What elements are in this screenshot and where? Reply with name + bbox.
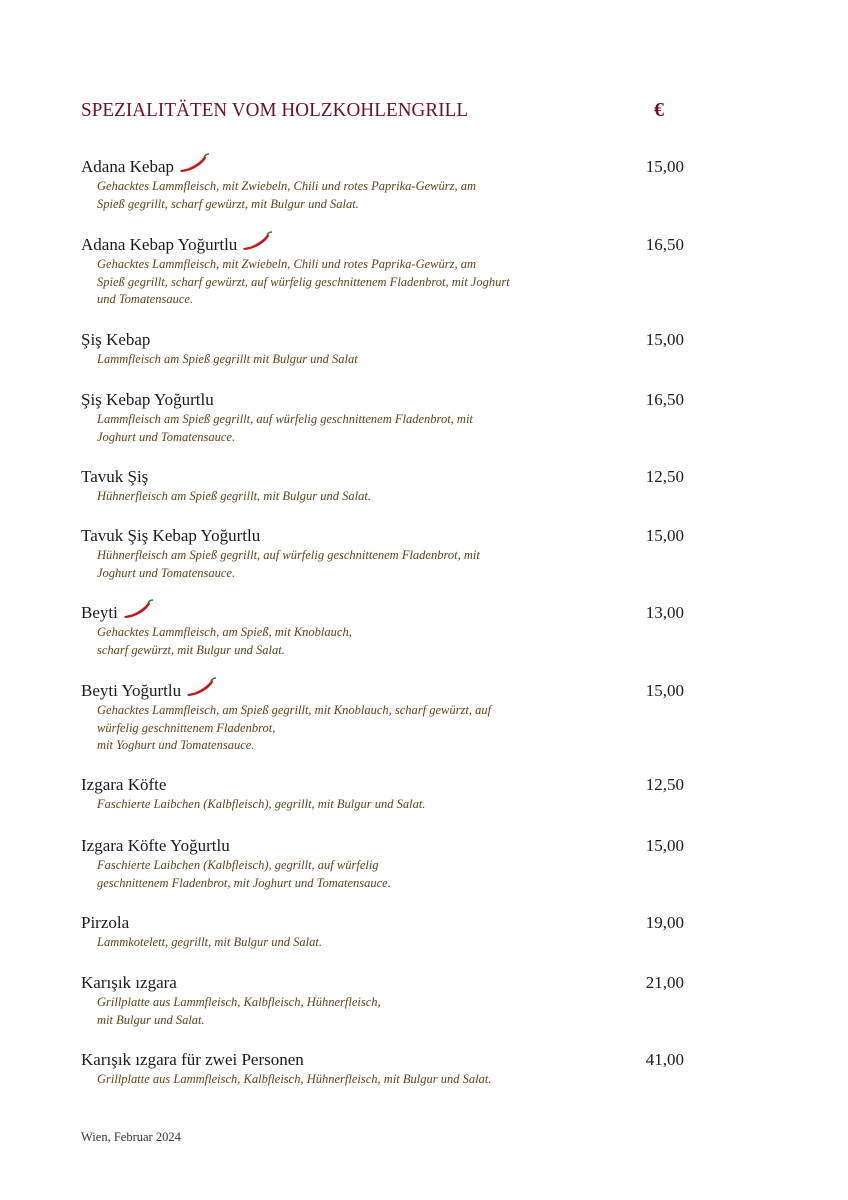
menu-item-description: Grillplatte aus Lammfleisch, Kalbfleisch, Hühnerfleisch, mit Bulgur und Salat. [97, 1072, 492, 1086]
menu-item [81, 973, 684, 1029]
menu-item [81, 157, 684, 213]
menu-item-name: Karışık ızgara [81, 973, 177, 992]
menu-item-name: Beyti [81, 603, 118, 622]
menu-item-header [81, 235, 684, 257]
chili-pepper-icon [241, 231, 273, 251]
section-title: SPEZIALITÄTEN VOM HOLZKOHLENGRILL [81, 99, 469, 121]
menu-item-name: Adana Kebap Yoğurtlu [81, 235, 238, 254]
menu-item-description: Gehacktes Lammfleisch, mit Zwiebeln, Chili und rotes Paprika-Gewürz, am Spieß gegrillt, scharf gewürzt, auf würfelig geschnittenem Fladenbrot, mit Joghurt und Tomatensauce. [97, 257, 510, 306]
menu-item-name: Adana Kebap [81, 157, 174, 176]
menu-item-price: 12,50 [645, 775, 684, 794]
menu-item [81, 526, 684, 582]
menu-item-description: Lammfleisch am Spieß gegrillt mit Bulgur und Salat [97, 352, 358, 366]
chili-pepper-icon [185, 677, 217, 697]
menu-item [81, 836, 684, 892]
menu-item [81, 390, 684, 446]
menu-item-name: Tavuk Şiş Kebap Yoğurtlu [81, 526, 261, 545]
menu-item-header [81, 913, 684, 935]
menu-item-name: Şiş Kebap [81, 330, 151, 349]
menu-item-header [81, 390, 684, 412]
menu-item-description: Lammkotelett, gegrillt, mit Bulgur und Salat. [97, 935, 322, 949]
menu-item-description: Gehacktes Lammfleisch, am Spieß gegrillt, mit Knoblauch, scharf gewürzt, auf würfelig geschnittenem Fladenbrot, mit Yoghurt und Tomatensauce. [97, 703, 492, 752]
menu-item-name: Beyti Yoğurtlu [81, 681, 182, 700]
menu-item [81, 1050, 684, 1089]
menu-item-price: 21,00 [645, 973, 684, 992]
menu-item-description: Hühnerfleisch am Spieß gegrillt, mit Bulgur und Salat. [97, 489, 371, 503]
menu-item-name: Izgara Köfte Yoğurtlu [81, 836, 230, 855]
menu-item [81, 775, 684, 814]
menu-item-header [81, 1050, 684, 1072]
currency-label: € [654, 99, 664, 121]
menu-header [81, 99, 681, 127]
chili-pepper-icon [122, 599, 154, 619]
menu-item-name: Izgara Köfte [81, 775, 167, 794]
menu-item-header [81, 681, 684, 703]
menu-item-description: Grillplatte aus Lammfleisch, Kalbfleisch, Hühnerfleisch, mit Bulgur und Salat. [97, 995, 381, 1027]
menu-item-description: Faschierte Laibchen (Kalbfleisch), gegrillt, auf würfelig geschnittenem Fladenbrot, mit Joghurt und Tomatensauce. [97, 858, 391, 890]
menu-item-header [81, 467, 684, 489]
menu-item-header [81, 330, 684, 352]
menu-item-price: 15,00 [645, 330, 684, 349]
menu-item-price: 15,00 [645, 526, 684, 545]
menu-item [81, 603, 684, 659]
menu-item [81, 235, 684, 309]
menu-item-description: Gehacktes Lammfleisch, mit Zwiebeln, Chili und rotes Paprika-Gewürz, am Spieß gegrillt, scharf gewürzt, mit Bulgur und Salat. [97, 179, 477, 211]
menu-item [81, 467, 684, 506]
menu-item-header [81, 157, 684, 179]
menu-item-price: 15,00 [645, 681, 684, 700]
menu-item-description: Gehacktes Lammfleisch, am Spieß, mit Knoblauch, scharf gewürzt, mit Bulgur und Salat. [97, 625, 352, 657]
menu-item-price: 41,00 [645, 1050, 684, 1069]
menu-item [81, 330, 684, 369]
menu-item-price: 19,00 [645, 913, 684, 932]
menu-item-header [81, 603, 684, 625]
menu-item-header [81, 836, 684, 858]
menu-item [81, 913, 684, 952]
menu-item-header [81, 526, 684, 548]
chili-pepper-icon [178, 153, 210, 173]
menu-item-name: Şiş Kebap Yoğurtlu [81, 390, 214, 409]
menu-item-description: Faschierte Laibchen (Kalbfleisch), gegrillt, mit Bulgur und Salat. [97, 797, 426, 811]
menu-item [81, 681, 684, 755]
menu-item-header [81, 775, 684, 797]
menu-item-name: Pirzola [81, 913, 130, 932]
footer-date: Wien, Februar 2024 [81, 1130, 181, 1144]
menu-item-name: Tavuk Şiş [81, 467, 149, 486]
menu-item-price: 12,50 [645, 467, 684, 486]
menu-item-name: Karışık ızgara für zwei Personen [81, 1050, 304, 1069]
menu-item-price: 15,00 [645, 836, 684, 855]
menu-item-description: Hühnerfleisch am Spieß gegrillt, auf würfelig geschnittenem Fladenbrot, mit Joghurt und Tomatensauce. [97, 548, 480, 580]
menu-item-price: 16,50 [645, 390, 684, 409]
menu-item-header [81, 973, 684, 995]
menu-item-description: Lammfleisch am Spieß gegrillt, auf würfelig geschnittenem Fladenbrot, mit Joghurt und Tomatensauce. [97, 412, 473, 444]
menu-item-price: 16,50 [645, 235, 684, 254]
menu-item-price: 15,00 [645, 157, 684, 176]
menu-item-price: 13,00 [645, 603, 684, 622]
